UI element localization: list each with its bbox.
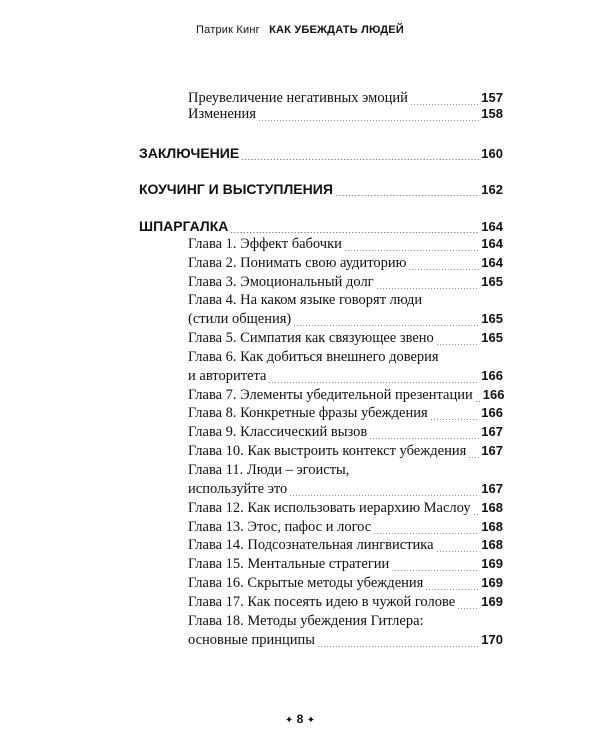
- toc-entry: [188, 632, 503, 652]
- toc-entry: [188, 292, 503, 312]
- toc-entry-page: 165: [481, 311, 503, 326]
- toc-entry-page: 158: [481, 106, 503, 121]
- ornament-left-icon: ✦: [284, 715, 294, 726]
- toc-entry-title: основные принципы: [188, 632, 316, 648]
- toc-entry-title: Глава 4. На каком языке говорят люди: [188, 292, 423, 308]
- leader-dots: [473, 514, 480, 515]
- leader-dots: [258, 120, 479, 121]
- leader-dots: [425, 589, 479, 590]
- page-number: 8: [296, 712, 304, 726]
- leader-dots: [268, 382, 479, 383]
- toc-entry-page: 170: [481, 632, 503, 647]
- toc-entry: [188, 368, 503, 388]
- leader-dots: [475, 401, 481, 402]
- toc-entry-page: 167: [481, 424, 503, 439]
- toc-entry: [188, 537, 503, 557]
- header-book-title: КАК УБЕЖДАТЬ ЛЮДЕЙ: [269, 24, 404, 36]
- toc-entry: [188, 613, 503, 633]
- toc-entry-title: Глава 16. Скрытые методы убеждения: [188, 575, 424, 591]
- leader-dots: [293, 325, 479, 326]
- toc-entry-page: 157: [481, 90, 503, 105]
- leader-dots: [289, 495, 479, 496]
- toc-entry-page: 164: [481, 236, 503, 251]
- toc-entry: [188, 462, 503, 482]
- toc-section: [139, 181, 503, 201]
- toc-entry-page: 168: [481, 500, 503, 515]
- toc-entry-title: Глава 14. Подсознательная лингвистика: [188, 537, 434, 553]
- toc-entry-title: Глава 3. Эмоциональный долг: [188, 274, 374, 290]
- toc-entry-title: (стили общения): [188, 311, 292, 327]
- toc-entry-page: 168: [481, 519, 503, 534]
- ornament-right-icon: ✦: [306, 715, 316, 726]
- toc-entry-page: 167: [481, 443, 503, 458]
- toc-entry: [188, 387, 503, 407]
- toc-entry-page: 166: [481, 405, 503, 420]
- leader-dots: [317, 646, 479, 647]
- toc-section-title: ЗАКЛЮЧЕНИЕ: [139, 145, 240, 161]
- toc-entry-title: и авторитета: [188, 368, 267, 384]
- toc-entry: [188, 405, 503, 425]
- toc-entry-title: Изменения: [188, 106, 256, 122]
- leader-dots: [436, 344, 480, 345]
- toc-section-page: 164: [481, 219, 503, 234]
- toc-entry: [188, 349, 503, 369]
- leader-dots: [468, 457, 479, 458]
- leader-dots: [376, 288, 480, 289]
- toc-entry-title: Глава 9. Классический вызов: [188, 424, 368, 440]
- toc-section-title: ШПАРГАЛКА: [139, 218, 229, 234]
- leader-dots: [391, 570, 479, 571]
- toc-entry: [188, 443, 503, 463]
- toc-entry-title: используйте это: [188, 481, 288, 497]
- leader-dots: [410, 104, 479, 105]
- toc-entry-page: 167: [481, 481, 503, 496]
- leader-dots: [430, 419, 480, 420]
- toc-entry-title: Глава 11. Люди – эгоисты,: [188, 462, 350, 478]
- toc-entry-title: Глава 1. Эффект бабочки: [188, 236, 342, 252]
- toc-entry-title: Глава 12. Как использовать иерархию Маслоу: [188, 500, 471, 516]
- toc-entry-title: Преувеличение негативных эмоций: [188, 90, 408, 106]
- leader-dots: [241, 159, 479, 160]
- toc-section-title: КОУЧИНГ И ВЫСТУПЛЕНИЯ: [139, 181, 333, 197]
- toc-entry-title: Глава 6. Как добиться внешнего доверия: [188, 349, 439, 365]
- toc-entry-title: Глава 13. Этос, пафос и логос: [188, 519, 372, 535]
- toc-entry: [188, 519, 503, 539]
- toc-entry-title: Глава 8. Конкретные фразы убеждения: [188, 405, 428, 421]
- toc-section-page: 162: [481, 182, 503, 197]
- toc-entry: [188, 236, 503, 256]
- toc-entry-title: Глава 2. Понимать свою аудиторию: [188, 255, 407, 271]
- toc-entry: [188, 500, 503, 520]
- toc-entry-title: Глава 5. Симпатия как связующее звено: [188, 330, 434, 346]
- toc-entry-title: Глава 15. Ментальные стратегии: [188, 556, 390, 572]
- toc-entry-title: Глава 7. Элементы убедительной презентации: [188, 387, 473, 403]
- toc-entry-page: 164: [481, 255, 503, 270]
- toc-entry-page: 166: [481, 368, 503, 383]
- toc-entry-title: Глава 18. Методы убеждения Гитлера:: [188, 613, 424, 629]
- toc-entry-page: 169: [481, 556, 503, 571]
- toc-entry-page: 169: [481, 594, 503, 609]
- toc-entry: [188, 255, 503, 275]
- leader-dots: [373, 533, 479, 534]
- leader-dots: [335, 195, 479, 196]
- toc-entry-page: 166: [482, 387, 505, 402]
- toc-entry: [188, 106, 503, 126]
- toc-entry: [188, 556, 503, 576]
- leader-dots: [408, 269, 479, 270]
- leader-dots: [344, 250, 479, 251]
- toc-entry: [188, 274, 503, 294]
- toc-section-page: 160: [481, 146, 503, 161]
- leader-dots: [230, 232, 479, 233]
- toc-entry-page: 165: [481, 330, 503, 345]
- leader-dots: [436, 551, 480, 552]
- header-author: Патрик Кинг: [196, 24, 260, 36]
- toc-entry-title: Глава 17. Как посеять идею в чужой голове: [188, 594, 456, 610]
- toc-entry: [188, 311, 503, 331]
- toc-entry-page: 169: [481, 575, 503, 590]
- toc-entry-title: Глава 10. Как выстроить контекст убеждения: [188, 443, 467, 459]
- toc-entry: [188, 575, 503, 595]
- leader-dots: [457, 608, 479, 609]
- leader-dots: [369, 438, 479, 439]
- toc-entry: [188, 330, 503, 350]
- toc-section: [139, 218, 503, 238]
- toc-entry: [188, 424, 503, 444]
- page-footer: [0, 712, 600, 726]
- toc-entry: [188, 594, 503, 614]
- toc-entry-page: 168: [481, 537, 503, 552]
- toc-entry: [188, 481, 503, 501]
- toc-entry-page: 165: [481, 274, 503, 289]
- toc-section: [139, 145, 503, 165]
